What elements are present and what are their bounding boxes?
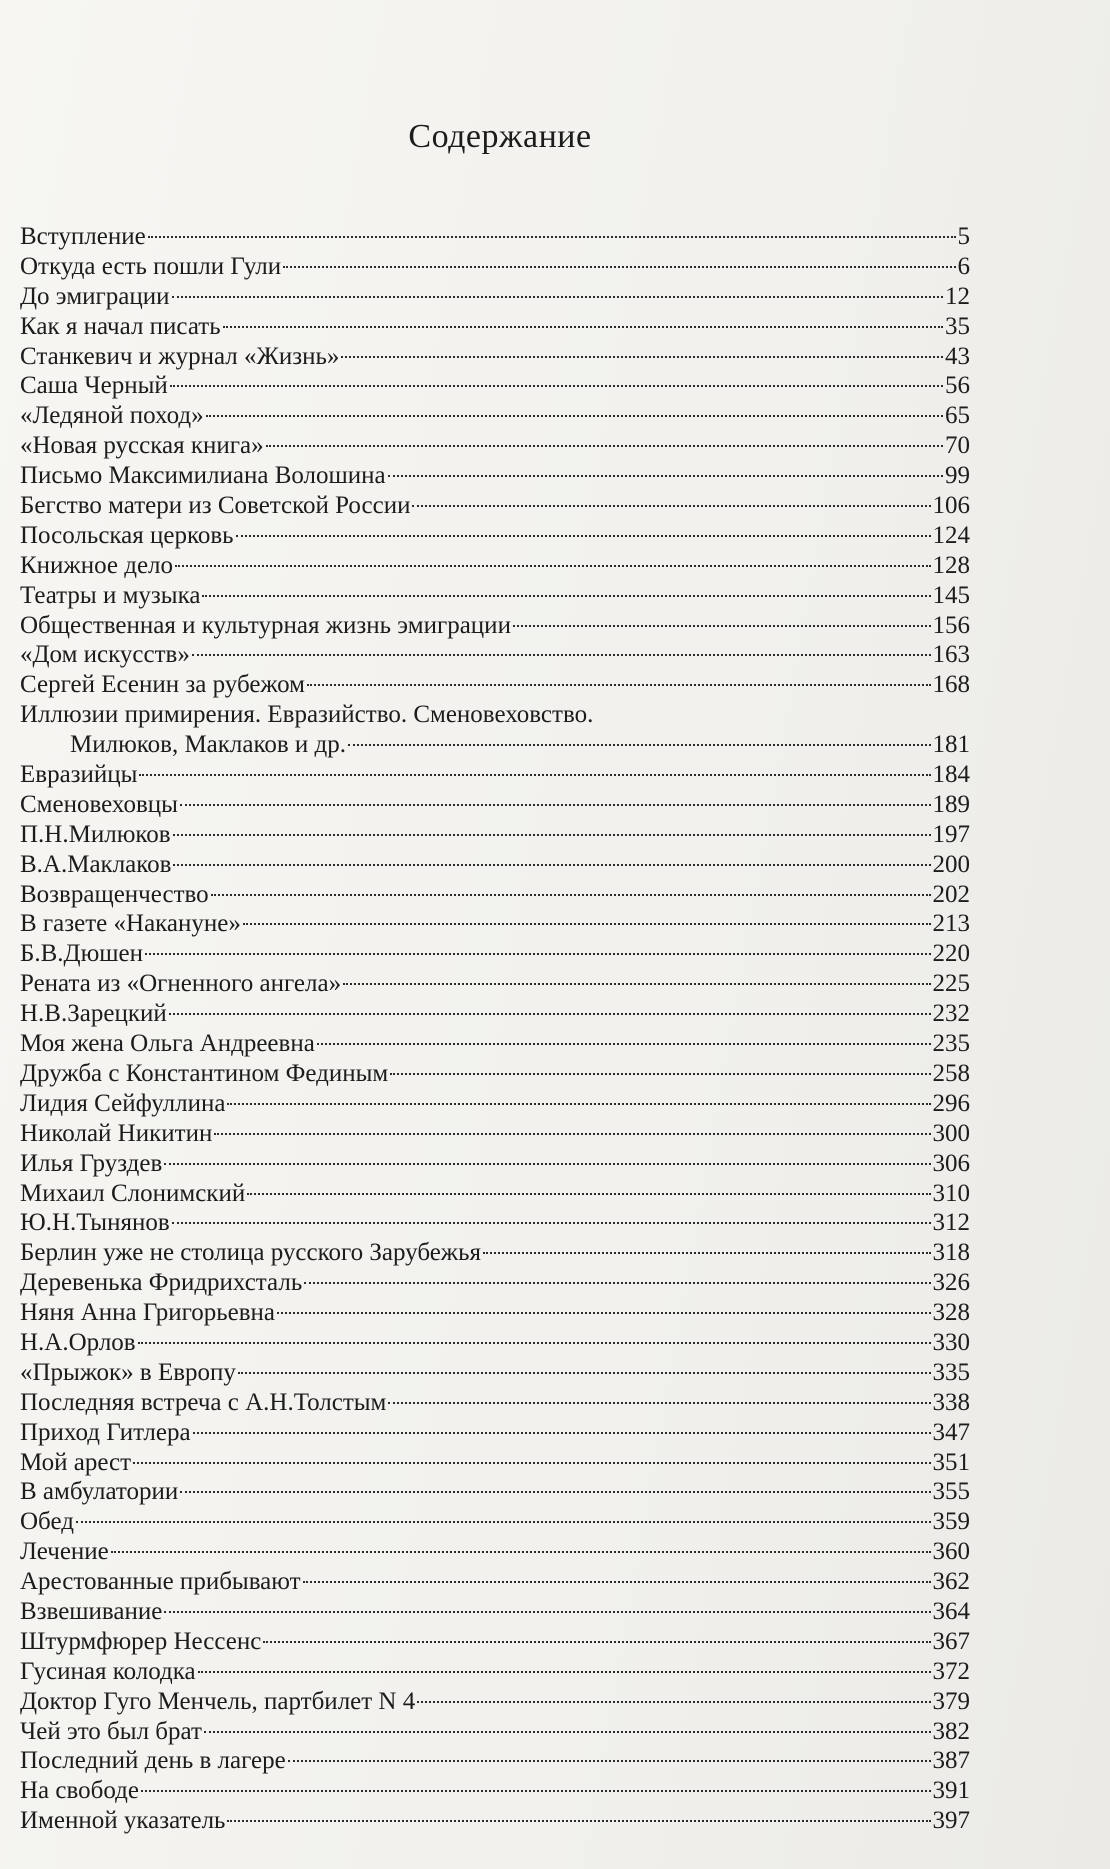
toc-entry [20, 880, 970, 910]
toc-entry-title: Николай Никитин [20, 1119, 213, 1147]
dot-leader [169, 1013, 931, 1015]
toc-entry-title: Евразийцы [20, 761, 138, 789]
toc-entry-title: Станкевич и журнал «Жизнь» [20, 342, 340, 370]
toc-entry-page-number: 387 [932, 1747, 970, 1775]
toc-entry-title: До эмиграции [20, 282, 170, 310]
toc-entry [20, 1627, 970, 1657]
toc-entry-title: В.А.Маклаков [20, 850, 172, 878]
dot-leader [513, 625, 931, 627]
toc-entry-title: Обед [20, 1508, 74, 1536]
toc-entry-title: Рената из «Огненного ангела» [20, 970, 342, 998]
dot-leader [141, 1790, 931, 1792]
toc-entry-page-number: 156 [932, 611, 970, 639]
dot-leader [111, 1551, 931, 1553]
toc-entry [20, 1268, 970, 1298]
toc-entry [20, 1806, 970, 1836]
toc-entry-title: Михаил Слонимский [20, 1179, 246, 1207]
toc-entry [20, 1687, 970, 1717]
toc-entry-page-number: 200 [932, 850, 970, 878]
toc-entry-title: «Ледяной поход» [20, 402, 204, 430]
dot-leader [236, 535, 931, 537]
toc-entry-page-number: 367 [932, 1627, 970, 1655]
toc-entry-page-number: 220 [932, 940, 970, 968]
toc-entry-page-number: 43 [945, 342, 970, 370]
toc-entry-title: Именной указатель [20, 1807, 226, 1835]
toc-entry-title: «Прыжок» в Европу [20, 1358, 236, 1386]
toc-entry-title: Сергей Есенин за рубежом [20, 671, 305, 699]
toc-entry [20, 1477, 970, 1507]
toc-entry [20, 1179, 970, 1209]
toc-entry [20, 1149, 970, 1179]
toc-entry-title: Посольская церковь [20, 521, 234, 549]
dot-leader [343, 983, 930, 985]
table-of-contents [20, 222, 970, 1836]
toc-entry-page-number: 65 [945, 402, 970, 430]
toc-entry-page-number: 355 [932, 1478, 970, 1506]
toc-entry-page-number: 225 [932, 970, 970, 998]
toc-entry [20, 252, 970, 282]
toc-entry [20, 521, 970, 551]
toc-entry-page-number: 372 [932, 1657, 970, 1685]
toc-entry-page-number: 318 [932, 1239, 970, 1267]
toc-entry-page-number: 5 [957, 223, 970, 250]
dot-leader [243, 923, 931, 925]
toc-entry [20, 1119, 970, 1149]
toc-entry-title: «Новая русская книга» [20, 432, 264, 460]
toc-entry [20, 760, 970, 790]
toc-entry [20, 342, 970, 372]
dot-leader [180, 804, 931, 806]
toc-entry-title: Последний день в лагере [20, 1747, 286, 1775]
toc-entry-title: Н.А.Орлов [20, 1328, 136, 1356]
toc-entry-page-number: 300 [932, 1119, 970, 1147]
dot-leader [172, 1222, 931, 1224]
toc-entry [20, 969, 970, 999]
toc-entry-page-number: 382 [932, 1717, 970, 1745]
toc-entry-title: Откуда есть пошли Гули [20, 252, 282, 280]
toc-entry-page-number: 124 [932, 521, 970, 549]
dot-leader [388, 475, 943, 477]
toc-entry [20, 909, 970, 939]
dot-leader [148, 236, 956, 238]
toc-entry-title: В газете «Накануне» [20, 910, 241, 938]
dot-leader [317, 1043, 931, 1045]
toc-entry-title: Лидия Сейфуллина [20, 1089, 226, 1117]
dot-leader [145, 953, 931, 955]
toc-entry [20, 1029, 970, 1059]
toc-entry [20, 1537, 970, 1567]
toc-entry-title: Б.В.Дюшен [20, 940, 143, 968]
toc-entry-page-number: 347 [932, 1418, 970, 1446]
toc-entry-page-number: 362 [932, 1568, 970, 1596]
dot-leader [238, 1372, 931, 1374]
toc-entry [20, 551, 970, 581]
toc-entry [20, 820, 970, 850]
toc-entry [20, 222, 970, 252]
dot-leader [288, 1760, 931, 1762]
toc-entry-page-number: 106 [932, 492, 970, 520]
toc-entry [20, 850, 970, 880]
toc-entry-title: Театры и музыка [20, 581, 201, 609]
dot-leader [204, 1731, 931, 1733]
toc-entry-title: Доктор Гуго Менчель, партбилет N 4 [20, 1687, 416, 1715]
dot-leader [483, 1252, 931, 1254]
dot-leader [412, 505, 930, 507]
dot-leader [304, 1282, 930, 1284]
toc-entry-page-number: 359 [932, 1508, 970, 1536]
toc-entry [20, 1597, 970, 1627]
toc-entry-title: Милюков, Маклаков и др. [70, 731, 347, 759]
toc-entry [20, 401, 970, 431]
toc-entry [20, 1657, 970, 1687]
toc-entry-page-number: 12 [945, 282, 970, 310]
dot-leader [227, 1820, 930, 1822]
toc-entry [20, 1388, 970, 1418]
dot-leader [138, 1342, 931, 1344]
dot-leader [211, 894, 931, 896]
toc-entry [20, 1328, 970, 1358]
dot-leader [180, 1491, 930, 1493]
dot-leader [198, 1671, 931, 1673]
dot-leader [388, 1402, 930, 1404]
toc-entry-page-number: 232 [932, 1000, 970, 1028]
dot-leader [133, 1462, 930, 1464]
toc-entry [20, 1059, 970, 1089]
toc-entry-page-number: 163 [932, 641, 970, 669]
toc-entry [20, 1298, 970, 1328]
toc-entry-title: Гусиная колодка [20, 1657, 196, 1685]
dot-leader [303, 1581, 931, 1583]
dot-leader [206, 415, 943, 417]
toc-entry-title: Взвешивание [20, 1597, 163, 1625]
dot-leader [223, 326, 943, 328]
toc-entry-page-number: 338 [932, 1388, 970, 1416]
toc-entry-title: Иллюзии примирения. Евразийство. Сменовеховство. [20, 701, 594, 729]
toc-entry-page-number: 312 [932, 1209, 970, 1237]
toc-entry [20, 1208, 970, 1238]
page-title: Содержание [408, 118, 592, 155]
toc-entry [20, 1746, 970, 1776]
toc-entry-title: Мой арест [20, 1448, 132, 1476]
toc-entry [20, 939, 970, 969]
toc-entry [20, 1448, 970, 1478]
toc-entry-title: Последняя встреча с А.Н.Толстым [20, 1388, 387, 1416]
toc-entry-title: Бегство матери из Советской России [20, 492, 411, 520]
toc-entry-title: Общественная и культурная жизнь эмиграции [20, 611, 511, 639]
dot-leader [247, 1193, 930, 1195]
toc-entry-page-number: 258 [932, 1059, 970, 1087]
toc-entry [20, 312, 970, 342]
dot-leader [214, 1133, 930, 1135]
dot-leader [266, 445, 943, 447]
dot-leader [173, 834, 931, 836]
toc-entry-page-number: 328 [932, 1299, 970, 1327]
toc-entry-title: Сменовеховцы [20, 790, 178, 818]
dot-leader [348, 744, 930, 746]
toc-entry [20, 670, 970, 700]
toc-entry-page-number: 145 [932, 581, 970, 609]
toc-entry [20, 730, 970, 760]
toc-entry [20, 282, 970, 312]
toc-entry-page-number: 310 [932, 1179, 970, 1207]
dot-leader [202, 595, 930, 597]
toc-entry-title: Письмо Максимилиана Волошина [20, 462, 386, 490]
toc-entry-page-number: 213 [932, 910, 970, 938]
toc-entry-page-number: 6 [957, 252, 970, 280]
toc-entry [20, 581, 970, 611]
toc-entry-page-number: 360 [932, 1538, 970, 1566]
toc-entry [20, 999, 970, 1029]
toc-entry-page-number: 296 [932, 1089, 970, 1117]
toc-entry-title: Приход Гитлера [20, 1418, 191, 1446]
toc-entry-page-number: 351 [932, 1448, 970, 1476]
toc-entry-page-number: 379 [932, 1687, 970, 1715]
toc-entry-title: Деревенька Фридрихсталь [20, 1269, 303, 1297]
toc-entry-page-number: 181 [932, 731, 970, 759]
toc-entry [20, 790, 970, 820]
toc-entry-title: «Дом искусств» [20, 641, 190, 669]
toc-entry-page-number: 364 [932, 1597, 970, 1625]
toc-entry [20, 1717, 970, 1747]
dot-leader [173, 864, 930, 866]
dot-leader [307, 684, 931, 686]
toc-entry-title: П.Н.Милюков [20, 820, 171, 848]
toc-entry-title: Дружба с Константином Фединым [20, 1059, 389, 1087]
toc-entry-title: Саша Черный [20, 372, 168, 400]
toc-entry-page-number: 197 [932, 820, 970, 848]
dot-leader [263, 1641, 930, 1643]
toc-entry-page-number: 306 [932, 1149, 970, 1177]
toc-entry-page-number: 99 [945, 462, 970, 490]
toc-entry-page-number: 189 [932, 790, 970, 818]
dot-leader [164, 1163, 930, 1165]
toc-entry [20, 431, 970, 461]
toc-entry-title: Илья Груздев [20, 1149, 163, 1177]
toc-entry [20, 1358, 970, 1388]
toc-entry-page-number: 335 [932, 1358, 970, 1386]
toc-entry-title: Арестованные прибывают [20, 1568, 301, 1596]
dot-leader [193, 1432, 931, 1434]
toc-entry [20, 461, 970, 491]
dot-leader [390, 1073, 930, 1075]
toc-entry-title: На свободе [20, 1777, 139, 1805]
toc-entry-title: Как я начал писать [20, 312, 221, 340]
toc-entry [20, 1418, 970, 1448]
toc-entry-page-number: 35 [945, 312, 970, 340]
toc-entry-page-number: 70 [945, 432, 970, 460]
dot-leader [227, 1103, 930, 1105]
toc-entry-title: Моя жена Ольга Андреевна [20, 1030, 315, 1058]
toc-entry-page-number: 235 [932, 1030, 970, 1058]
toc-entry-title: Няня Анна Григорьевна [20, 1299, 276, 1327]
toc-entry [20, 1238, 970, 1268]
dot-leader [192, 654, 931, 656]
toc-entry [20, 700, 970, 730]
dot-leader [139, 774, 930, 776]
toc-entry-title: В амбулатории [20, 1478, 179, 1506]
dot-leader [283, 266, 955, 268]
dot-leader [170, 385, 943, 387]
toc-entry [20, 491, 970, 521]
toc-entry-page-number: 326 [932, 1269, 970, 1297]
toc-entry-page-number: 391 [932, 1777, 970, 1805]
dot-leader [175, 565, 930, 567]
dot-leader [341, 356, 943, 358]
dot-leader [172, 296, 944, 298]
toc-entry-title: Штурмфюрер Нессенс [20, 1627, 262, 1655]
toc-entry-title: Вступление [20, 223, 146, 250]
dot-leader [417, 1701, 930, 1703]
toc-entry [20, 1567, 970, 1597]
toc-entry-page-number: 330 [932, 1328, 970, 1356]
toc-entry [20, 1776, 970, 1806]
toc-entry-title: Книжное дело [20, 551, 174, 579]
toc-entry-title: Чей это был брат [20, 1717, 202, 1745]
toc-entry-page-number: 56 [945, 372, 970, 400]
dot-leader [164, 1611, 930, 1613]
toc-entry [20, 640, 970, 670]
toc-entry [20, 611, 970, 641]
toc-entry-title: Возвращенчество [20, 880, 209, 908]
toc-entry [20, 371, 970, 401]
toc-entry-page-number: 184 [932, 761, 970, 789]
toc-entry-title: Берлин уже не столица русского Зарубежья [20, 1239, 481, 1267]
toc-entry [20, 1507, 970, 1537]
toc-entry-page-number: 397 [932, 1807, 970, 1835]
toc-entry-page-number: 128 [932, 551, 970, 579]
dot-leader [277, 1312, 930, 1314]
toc-entry-title: Н.В.Зарецкий [20, 1000, 167, 1028]
toc-entry-page-number: 202 [932, 880, 970, 908]
toc-entry-page-number: 168 [932, 671, 970, 699]
toc-entry-title: Ю.Н.Тынянов [20, 1209, 170, 1237]
toc-entry [20, 1089, 970, 1119]
toc-entry-title: Лечение [20, 1538, 109, 1566]
dot-leader [76, 1521, 931, 1523]
